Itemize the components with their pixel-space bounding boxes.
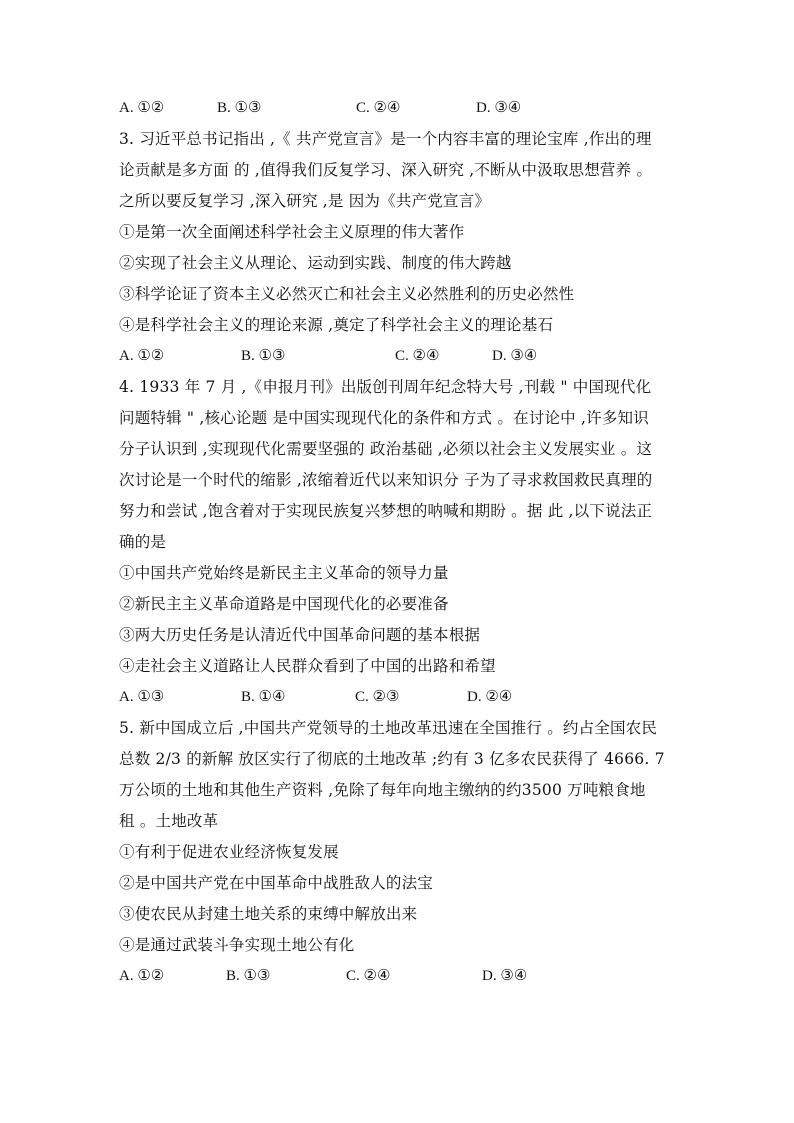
q3-option-a: A. ①②: [119, 348, 165, 364]
q4-item-3: ③两大历史任务是认清近代中国革命问题的基本根据: [119, 626, 481, 644]
q5-option-d: D. ③④: [482, 968, 528, 984]
q3-stem-line: 3. 习近平总书记指出 ,《 共产党宣言》是一个内容丰富的理论宝库 ,作出的理: [119, 130, 652, 148]
q3-option-c: C. ②④: [395, 348, 440, 364]
q5-option-c: C. ②④: [346, 968, 391, 984]
q4-item-4: ④走社会主义道路让人民群众看到了中国的出路和希望: [119, 657, 496, 675]
question-5: [119, 713, 679, 992]
q4-option-d: D. ②④: [467, 689, 513, 705]
q4-stem-line: 分子认识到 ,实现现代化需要坚强的 政治基础 ,必须以社会主义发展实业 。这: [119, 440, 653, 458]
question-4: [119, 372, 679, 713]
q2-option-a: A. ①②: [119, 100, 165, 116]
q3-item-3: ③科学论证了资本主义必然灭亡和社会主义必然胜利的历史必然性: [119, 285, 575, 303]
q5-item-2: ②是中国共产党在中国革命中战胜敌人的法宝: [119, 874, 434, 892]
q5-item-4: ④是通过武装斗争实现土地公有化: [119, 936, 355, 954]
q4-item-1: ①中国共产党始终是新民主主义革命的领导力量: [119, 564, 449, 582]
q4-stem-line: 努力和尝试 ,饱含着对于实现民族复兴梦想的呐喊和期盼 。据 此 ,以下说法正: [119, 502, 653, 520]
q3-option-d: D. ③④: [492, 348, 538, 364]
q5-item-1: ①有利于促进农业经济恢复发展: [119, 843, 339, 861]
q3-item-1: ①是第一次全面阐述科学社会主义原理的伟大著作: [119, 223, 465, 241]
q5-item-3: ③使农民从封建土地关系的束缚中解放出来: [119, 905, 418, 923]
q3-item-4: ④是科学社会主义的理论来源 ,奠定了科学社会主义的理论基石: [119, 316, 554, 334]
q4-option-a: A. ①③: [119, 689, 165, 705]
q5-stem-line: 5. 新中国成立后 ,中国共产党领导的土地改革迅速在全国推行 。约占全国农民: [119, 719, 658, 737]
q4-options: [119, 682, 679, 713]
q3-options: [119, 341, 679, 372]
q4-item-2: ②新民主主义革命道路是中国现代化的必要准备: [119, 595, 449, 613]
q3-item-2: ②实现了社会主义从理论、运动到实践、制度的伟大跨越: [119, 254, 512, 272]
q5-options: [119, 961, 679, 992]
q4-option-b: B. ①④: [241, 689, 286, 705]
q5-option-a: A. ①②: [119, 968, 165, 984]
q4-stem-line: 次讨论是一个时代的缩影 ,浓缩着近代以来知识分 子为了寻求救国救民真理的: [119, 471, 653, 489]
q4-stem-line: 确的是: [119, 533, 167, 551]
q3-stem-line: 之所以要反复学习 ,深入研究 ,是 因为《共产党宣言》: [119, 192, 491, 210]
question-content: [119, 93, 679, 992]
q3-option-b: B. ①③: [241, 348, 286, 364]
q5-stem-line: 租 。土地改革: [119, 812, 219, 830]
q4-stem-line: 问题特辑 " ,核心论题 是中国实现现代化的条件和方式 。在讨论中 ,许多知识: [119, 409, 649, 427]
q2-option-b: B. ①③: [217, 100, 262, 116]
q2-option-c: C. ②④: [356, 100, 401, 116]
q2-options: [119, 93, 679, 124]
question-3: [119, 124, 679, 372]
q4-stem-line: 4. 1933 年 7 月 ,《申报月刊》出版创刊周年纪念特大号 ,刊载 " 中国现代化: [119, 378, 652, 396]
q2-option-d: D. ③④: [476, 100, 522, 116]
q5-option-b: B. ①③: [226, 968, 271, 984]
q5-stem-line: 总数 2/3 的新解 放区实行了彻底的土地改革 ;约有 3 亿多农民获得了 4666. 7: [119, 750, 665, 768]
q4-option-c: C. ②③: [355, 689, 400, 705]
q5-stem-line: 万公顷的土地和其他生产资料 ,免除了每年向地主缴纳的约3500 万吨粮食地: [119, 781, 646, 799]
q3-stem-line: 论贡献是多方面 的 ,值得我们反复学习、深入研究 ,不断从中汲取思想营养 。: [119, 161, 653, 179]
